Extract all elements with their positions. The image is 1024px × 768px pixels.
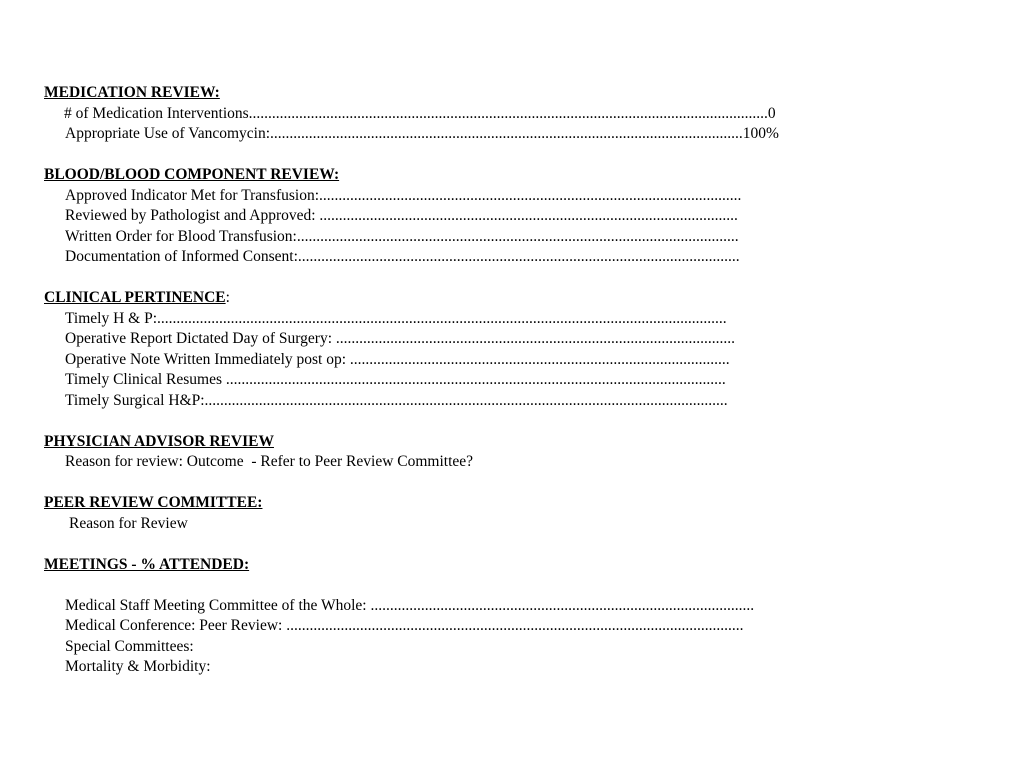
clinical-resumes-line: Timely Clinical Resumes .................................................................................................................................	[65, 371, 726, 388]
special-committees-line: Special Committees:	[65, 637, 194, 655]
operative-report-line: Operative Report Dictated Day of Surgery: .......................................................................................................	[65, 330, 736, 347]
section-heading-clinical-pertinence	[44, 288, 1004, 309]
written-order-line: Written Order for Blood Transfusion:..................................................................................................................	[65, 227, 739, 245]
timely-hp-line: Timely H & P:...................................................................................................................................................	[65, 309, 727, 327]
clinical-pertinence-colon: :	[225, 289, 230, 306]
peer-review-reason-line: Reason for Review	[69, 514, 188, 532]
mortality-morbidity-line: Mortality & Morbidity:	[65, 658, 211, 675]
spacer	[44, 473, 1004, 494]
informed-consent-line: Documentation of Informed Consent:..................................................................................................................	[65, 248, 740, 265]
section-heading-physician-advisor: PHYSICIAN ADVISOR REVIEW	[44, 432, 274, 450]
medication-interventions-line: # of Medication Interventions......................................................................................................................................0	[64, 104, 776, 122]
operative-note-line: Operative Note Written Immediately post op: ..................................................................................................	[65, 350, 730, 368]
reason-for-review-line: Reason for review: Outcome - Refer to Peer Review Committee?	[65, 453, 474, 470]
section-heading-peer-review: PEER REVIEW COMMITTEE:	[44, 494, 263, 511]
clinical-pertinence-title: CLINICAL PERTINENCE	[44, 289, 226, 306]
vancomycin-use-line: Appropriate Use of Vancomycin:..........................................................................................................................100%	[65, 125, 779, 142]
document-body	[44, 83, 1004, 678]
section-heading-blood-review: BLOOD/BLOOD COMPONENT REVIEW:	[44, 166, 340, 183]
medical-staff-meeting-line: Medical Staff Meeting Committee of the Whole: ...................................................................................................	[65, 596, 755, 614]
transfusion-indicator-line: Approved Indicator Met for Transfusion:.............................................................................................................	[65, 186, 742, 204]
spacer	[44, 145, 1004, 166]
peer-review-conference-line: Medical Conference: Peer Review: ......................................................................................................................	[65, 617, 744, 634]
spacer	[44, 268, 1004, 289]
spacer	[44, 411, 1004, 432]
pathologist-approved-line: Reviewed by Pathologist and Approved: ............................................................................................................	[65, 207, 738, 224]
spacer	[44, 575, 1004, 596]
spacer	[44, 534, 1004, 555]
surgical-hp-line: Timely Surgical H&P:.......................................................................................................................................	[65, 391, 728, 409]
section-heading-meetings: MEETINGS - % ATTENDED:	[44, 555, 250, 573]
section-heading-medication-review: MEDICATION REVIEW:	[44, 84, 220, 101]
